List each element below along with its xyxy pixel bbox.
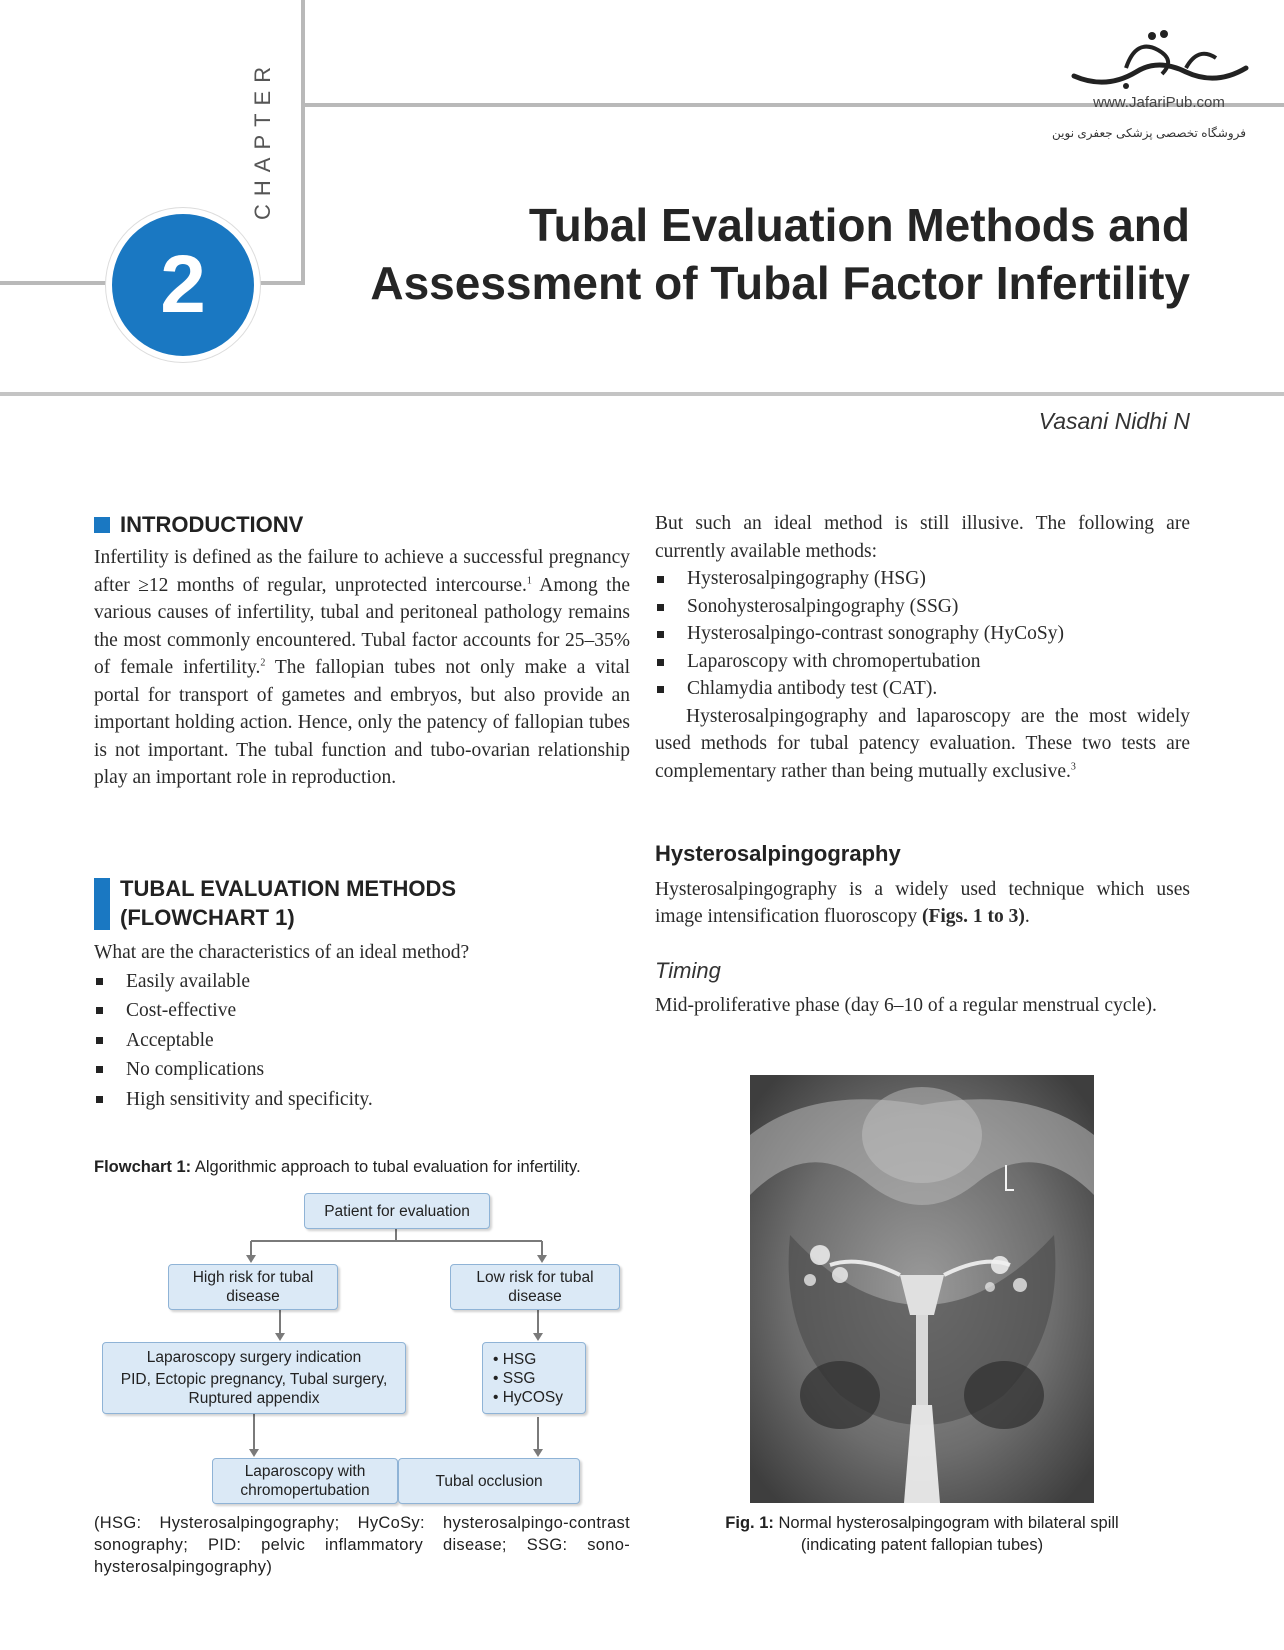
flow-node-tests [482, 1342, 586, 1414]
introduction-paragraph: Infertility is defined as the failure to achieve a successful pregnancy after ≥12 months of regular, unprotected intercourse.$^1$ Among the various causes of infertility, tubal and peritoneal pathology remains the most commonly encountered. Tubal factor accounts for 25–35% of female infertility.$^2$ The fallopian tubes not only make a vital portal for transport of gametes and embryos, but also provide an important holding action. Hence, only the patency of fallopian tubes is not important. The tubal function and tubo-ovarian relationship play an important role in reproduction. [94, 547, 630, 788]
flow-node-laparoscopy-chromopertubation: Laparoscopy with chromopertubation [212, 1458, 398, 1504]
section-heading-tubal-methods: TUBAL EVALUATION METHODS (FLOWCHART 1) [94, 874, 630, 932]
heading-square-icon [94, 517, 110, 533]
list-item: Laparoscopy with chromopertubation [655, 648, 1190, 676]
heading-bar-icon [94, 878, 110, 930]
section-available-methods [655, 510, 1190, 785]
flow-node-patient-evaluation: Patient for evaluation [304, 1193, 490, 1229]
flow-node-low-risk: Low risk for tubal disease [450, 1264, 620, 1310]
figure-1-caption: Fig. 1: Normal hysterosalpingogram with bilateral spill (indicating patent fallopian tubes) [725, 1514, 1119, 1554]
section-heading-introduction: INTRODUCTIONV [94, 510, 630, 539]
flow-node-high-risk: High risk for tubal disease [168, 1264, 338, 1310]
ideal-method-question: What are the characteristics of an ideal method? [94, 942, 470, 963]
author-name: Vasani Nidhi N [1038, 408, 1190, 434]
hysterosalpingogram-image [750, 1075, 1094, 1503]
chapter-number-badge: 2 [106, 208, 260, 362]
section-introduction [94, 510, 630, 792]
publisher-url: www.JafariPub.com [1093, 94, 1225, 111]
section-timing [655, 957, 1190, 1019]
methods-intro: But such an ideal method is still illusive. The following are currently available methods: [655, 513, 1190, 562]
list-item: Sonohysterosalpingography (SSG) [655, 593, 1190, 621]
test-item: • HyCOSy [493, 1388, 564, 1406]
timing-paragraph: Mid-proliferative phase (day 6–10 of a regular menstrual cycle). [655, 994, 1157, 1016]
list-item: Acceptable [94, 1026, 630, 1056]
timing-heading: Timing [655, 958, 721, 983]
list-item: Easily available [94, 967, 630, 997]
flowchart-caption: Flowchart 1: Algorithmic approach to tubal evaluation for infertility. [94, 1158, 581, 1176]
methods-paragraph: Hysterosalpingography and laparoscopy are the most widely used methods for tubal patency evaluation. These two tests are complementary rather than being mutually exclusive.$^3$ [655, 705, 1190, 782]
ideal-characteristics-list [94, 967, 630, 1115]
available-methods-list [655, 565, 1190, 703]
hsg-heading: Hysterosalpingography [655, 841, 901, 866]
list-item: High sensitivity and specificity. [94, 1085, 630, 1115]
list-item: No complications [94, 1055, 630, 1085]
chapter-title [370, 196, 1190, 312]
list-item: Hysterosalpingo-contrast sonography (HyCoSy) [655, 620, 1190, 648]
publisher-tagline: فروشگاه تخصصی پزشکی جعفری نوین [1052, 126, 1246, 140]
test-item: • SSG [493, 1369, 536, 1387]
header-rule-bottom [0, 392, 1284, 396]
hsg-paragraph: Hysterosalpingography is a widely used technique which uses image intensification fluoroscopy (Figs. 1 to 3). [655, 878, 1190, 927]
flow-node-tubal-occlusion: Tubal occlusion [398, 1458, 580, 1504]
list-item: Hysterosalpingography (HSG) [655, 565, 1190, 593]
publisher-logo-icon [1066, 28, 1252, 94]
list-item: Chlamydia antibody test (CAT). [655, 675, 1190, 703]
flow-node-laparoscopy-indication: Laparoscopy surgery indication PID, Ectopic pregnancy, Tubal surgery, Ruptured appendix [102, 1342, 406, 1414]
flowchart-footnote: (HSG: Hysterosalpingography; HyCoSy: hysterosalpingo-contrast sonography; PID: pelvic inflammatory disease; SSG: sono-hysterosalpingography) [94, 1514, 630, 1576]
section-tubal-methods [94, 874, 630, 1114]
test-item: • HSG [493, 1350, 537, 1368]
chapter-label: CHAPTER [250, 58, 275, 220]
list-item: Cost-effective [94, 996, 630, 1026]
section-hsg [655, 840, 1190, 931]
flowchart [94, 1185, 634, 1505]
title-line-2: Assessment of Tubal Factor Infertility [370, 257, 1190, 309]
title-line-1: Tubal Evaluation Methods and [528, 199, 1190, 251]
header-rule-vertical [301, 0, 305, 285]
